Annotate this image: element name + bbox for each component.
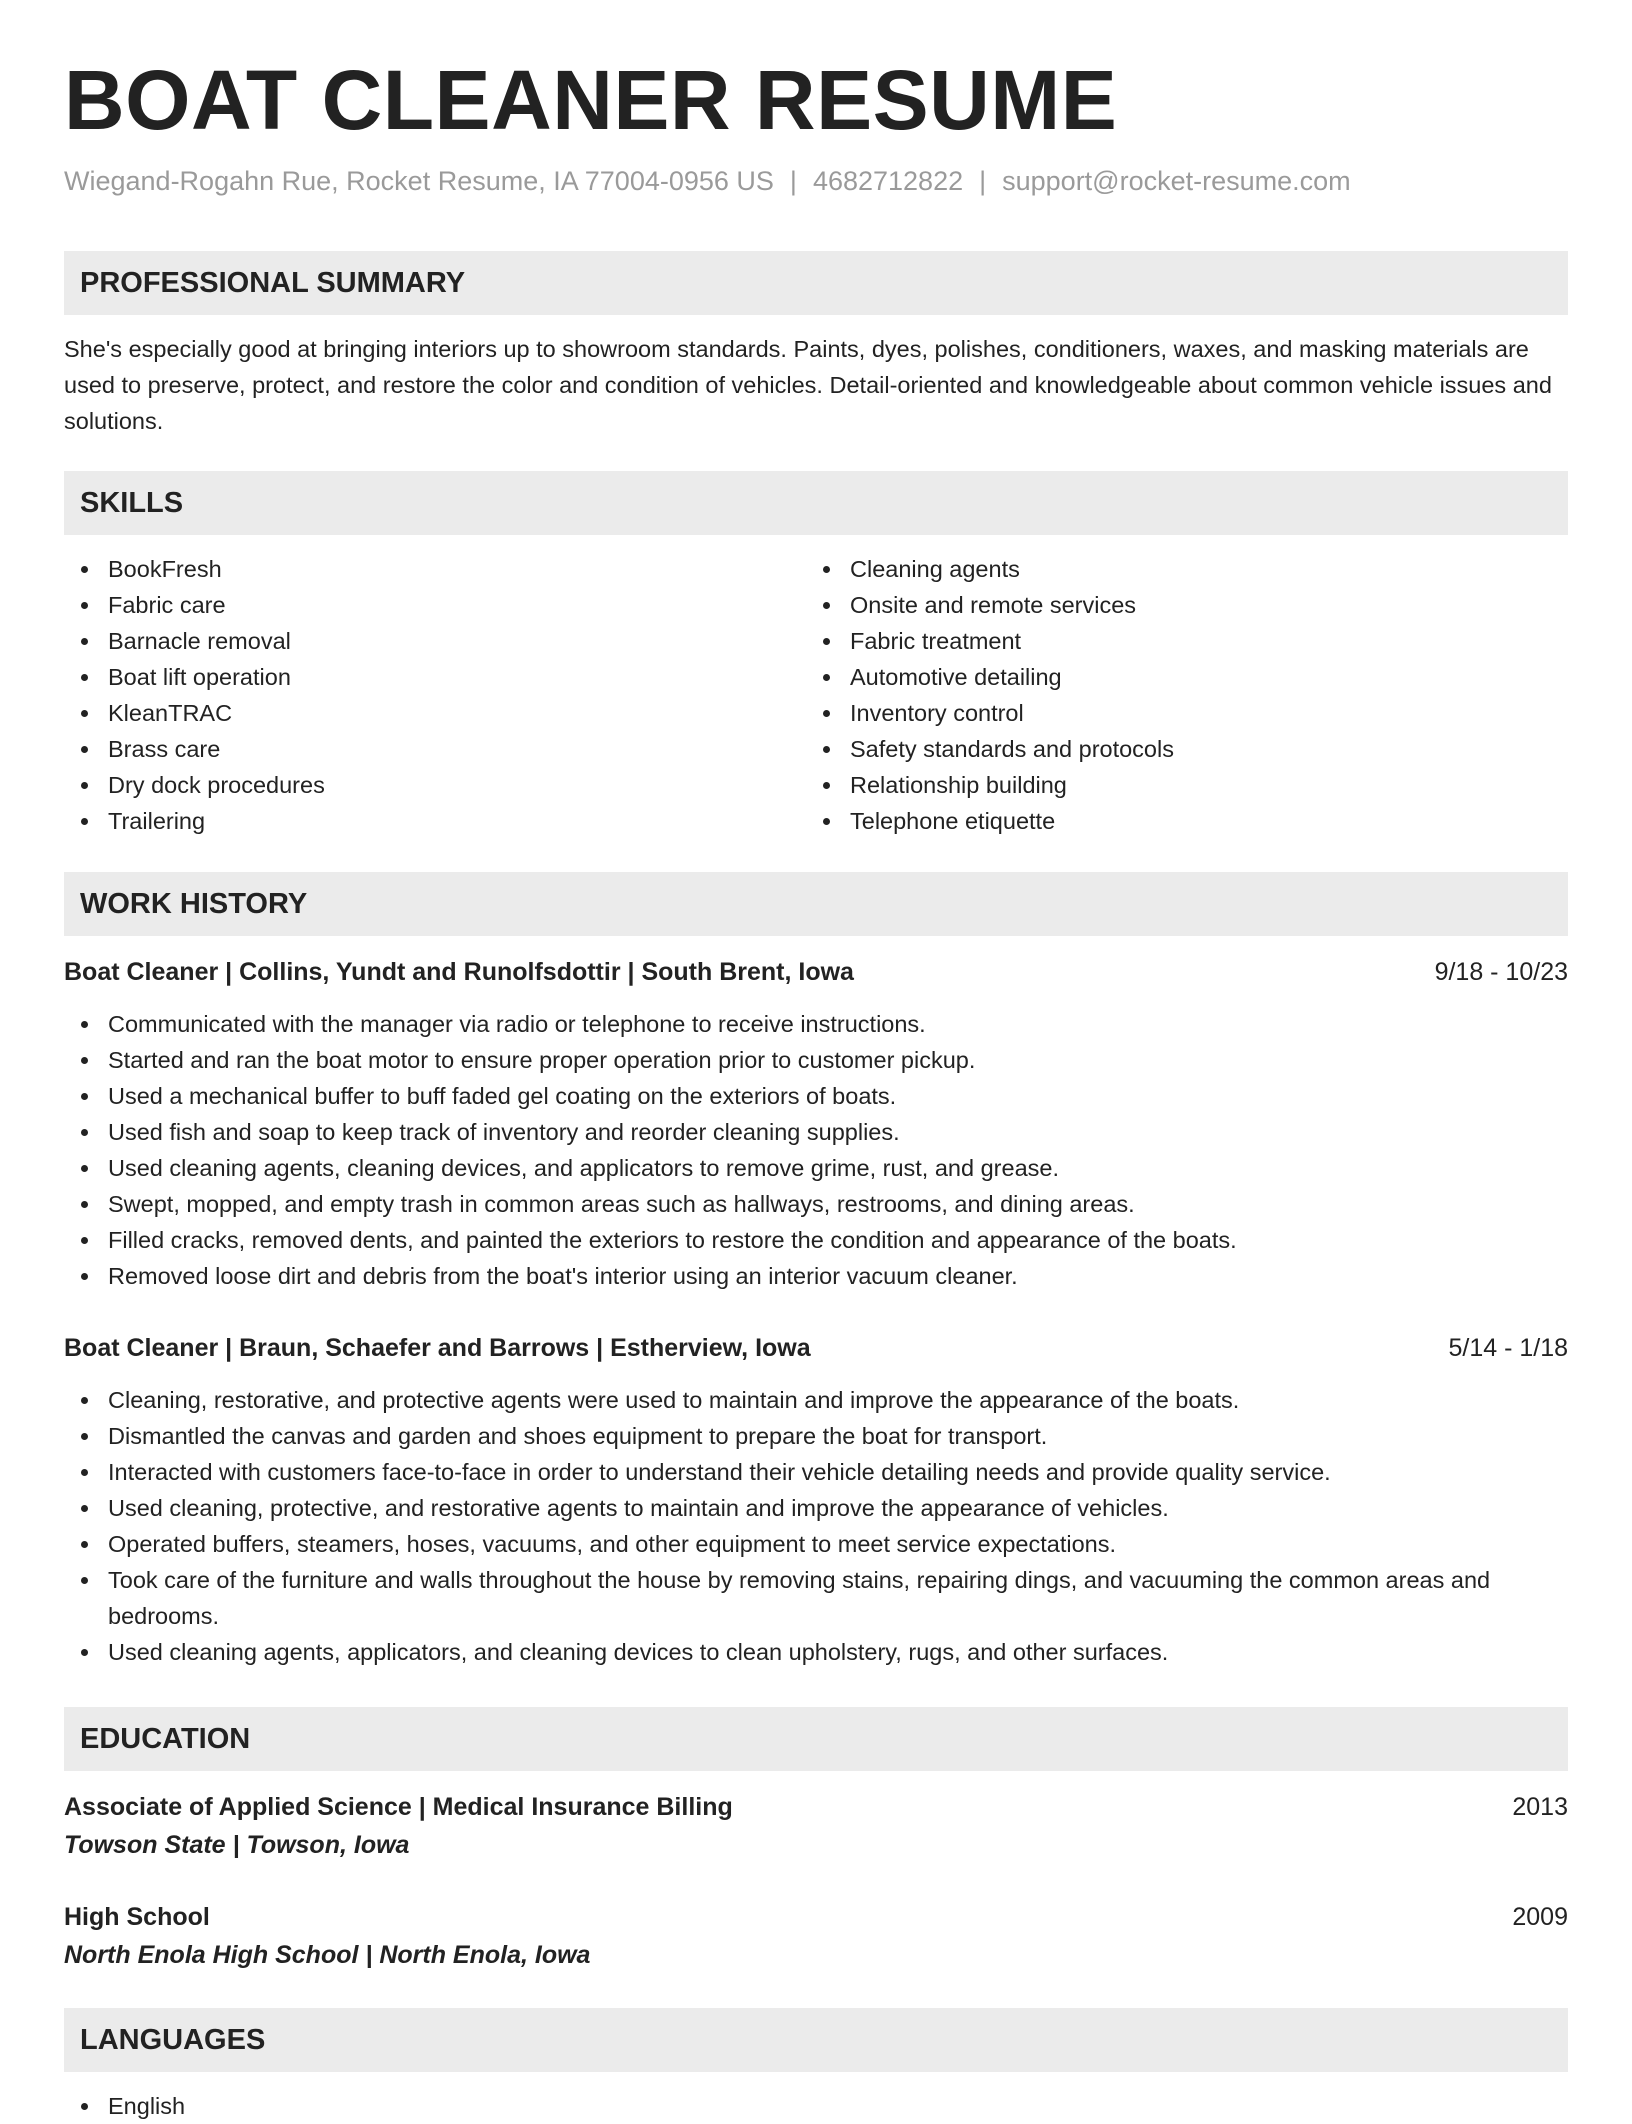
- job-header: [64, 954, 1568, 990]
- job-dates: 9/18 - 10/23: [1434, 958, 1568, 986]
- languages-section: [64, 2008, 1568, 2124]
- skills-columns: [64, 551, 1568, 839]
- summary-section: [64, 251, 1568, 439]
- skill-item: Fabric care: [64, 587, 806, 623]
- skill-item: Trailering: [64, 803, 806, 839]
- phone-number: 4682712822: [812, 166, 964, 196]
- skill-item: Telephone etiquette: [806, 803, 1548, 839]
- education-heading: EDUCATION: [64, 1707, 1568, 1771]
- job-bullets: [64, 1382, 1568, 1670]
- job-bullet: Used cleaning agents, cleaning devices, and applicators to remove grime, rust, and grease.: [64, 1150, 1568, 1186]
- degree-title: Associate of Applied Science | Medical Insurance Billing: [64, 1793, 733, 1821]
- job-entry: [64, 1330, 1568, 1670]
- skill-item: Inventory control: [806, 695, 1548, 731]
- work-history-section: [64, 872, 1568, 1670]
- education-entry: [64, 1789, 1568, 1863]
- degree-title: High School: [64, 1903, 210, 1931]
- summary-heading: PROFESSIONAL SUMMARY: [64, 251, 1568, 315]
- job-bullet: Filled cracks, removed dents, and painted the exteriors to restore the condition and appearance of the boats.: [64, 1222, 1568, 1258]
- summary-text: She's especially good at bringing interiors up to showroom standards. Paints, dyes, polishes, conditioners, waxes, and masking materials are used to preserve, protect, and restore the color and condition of vehicles. Detail-oriented and knowledgeable about common vehicle issues and solutions.: [64, 336, 1552, 434]
- skill-item: Automotive detailing: [806, 659, 1548, 695]
- skill-item: Cleaning agents: [806, 551, 1548, 587]
- skill-item: BookFresh: [64, 551, 806, 587]
- education-header: [64, 1789, 1568, 1825]
- job-bullet: Cleaning, restorative, and protective agents were used to maintain and improve the appearance of the boats.: [64, 1382, 1568, 1418]
- education-section: [64, 1707, 1568, 1973]
- skill-item: Brass care: [64, 731, 806, 767]
- job-bullet: Removed loose dirt and debris from the boat's interior using an interior vacuum cleaner.: [64, 1258, 1568, 1294]
- job-bullet: Interacted with customers face-to-face in order to understand their vehicle detailing needs and provide quality service.: [64, 1454, 1568, 1490]
- email-address: support@rocket-resume.com: [1002, 166, 1351, 196]
- job-bullet: Used a mechanical buffer to buff faded gel coating on the exteriors of boats.: [64, 1078, 1568, 1114]
- education-year: 2009: [1512, 1903, 1568, 1931]
- job-bullet: Took care of the furniture and walls throughout the house by removing stains, repairing dings, and vacuuming the common areas and bedrooms.: [64, 1562, 1568, 1634]
- education-header: [64, 1899, 1568, 1935]
- education-year: 2013: [1512, 1793, 1568, 1821]
- skill-item: KleanTRAC: [64, 695, 806, 731]
- skills-section: [64, 471, 1568, 839]
- skill-item: Dry dock procedures: [64, 767, 806, 803]
- job-bullet: Started and ran the boat motor to ensure proper operation prior to customer pickup.: [64, 1042, 1568, 1078]
- job-bullet: Used cleaning agents, applicators, and cleaning devices to clean upholstery, rugs, and other surfaces.: [64, 1634, 1568, 1670]
- job-bullet: Dismantled the canvas and garden and shoes equipment to prepare the boat for transport.: [64, 1418, 1568, 1454]
- job-entry: [64, 954, 1568, 1294]
- job-header: [64, 1330, 1568, 1366]
- job-bullet: Swept, mopped, and empty trash in common areas such as hallways, restrooms, and dining areas.: [64, 1186, 1568, 1222]
- skill-item: Fabric treatment: [806, 623, 1548, 659]
- contact-separator: |: [979, 166, 987, 196]
- education-entry: [64, 1899, 1568, 1973]
- job-bullet: Used fish and soap to keep track of inventory and reorder cleaning supplies.: [64, 1114, 1568, 1150]
- school-name: North Enola High School | North Enola, Iowa: [64, 1941, 591, 1969]
- skill-item: Boat lift operation: [64, 659, 806, 695]
- skills-list-right: [806, 551, 1548, 839]
- skill-item: Barnacle removal: [64, 623, 806, 659]
- languages-heading: LANGUAGES: [64, 2008, 1568, 2072]
- languages-list: [64, 2088, 1568, 2124]
- skill-item: Onsite and remote services: [806, 587, 1548, 623]
- job-title: Boat Cleaner | Collins, Yundt and Runolfsdottir | South Brent, Iowa: [64, 958, 854, 986]
- address: Wiegand-Rogahn Rue, Rocket Resume, IA 77004-0956 US: [64, 166, 774, 196]
- language-item: English: [64, 2088, 1568, 2124]
- contact-line: [64, 166, 1351, 197]
- skills-heading: SKILLS: [64, 471, 1568, 535]
- job-bullets: [64, 1006, 1568, 1294]
- resume-title: BOAT CLEANER RESUME: [64, 53, 1118, 147]
- skill-item: Relationship building: [806, 767, 1548, 803]
- work-history-heading: WORK HISTORY: [64, 872, 1568, 936]
- job-dates: 5/14 - 1/18: [1448, 1334, 1568, 1362]
- job-bullet: Operated buffers, steamers, hoses, vacuums, and other equipment to meet service expectations.: [64, 1526, 1568, 1562]
- job-bullet: Communicated with the manager via radio or telephone to receive instructions.: [64, 1006, 1568, 1042]
- contact-separator: |: [789, 166, 797, 196]
- job-title: Boat Cleaner | Braun, Schaefer and Barrows | Estherview, Iowa: [64, 1334, 811, 1362]
- skills-list-left: [64, 551, 806, 839]
- skill-item: Safety standards and protocols: [806, 731, 1548, 767]
- job-bullet: Used cleaning, protective, and restorative agents to maintain and improve the appearance of vehicles.: [64, 1490, 1568, 1526]
- school-name: Towson State | Towson, Iowa: [64, 1831, 410, 1859]
